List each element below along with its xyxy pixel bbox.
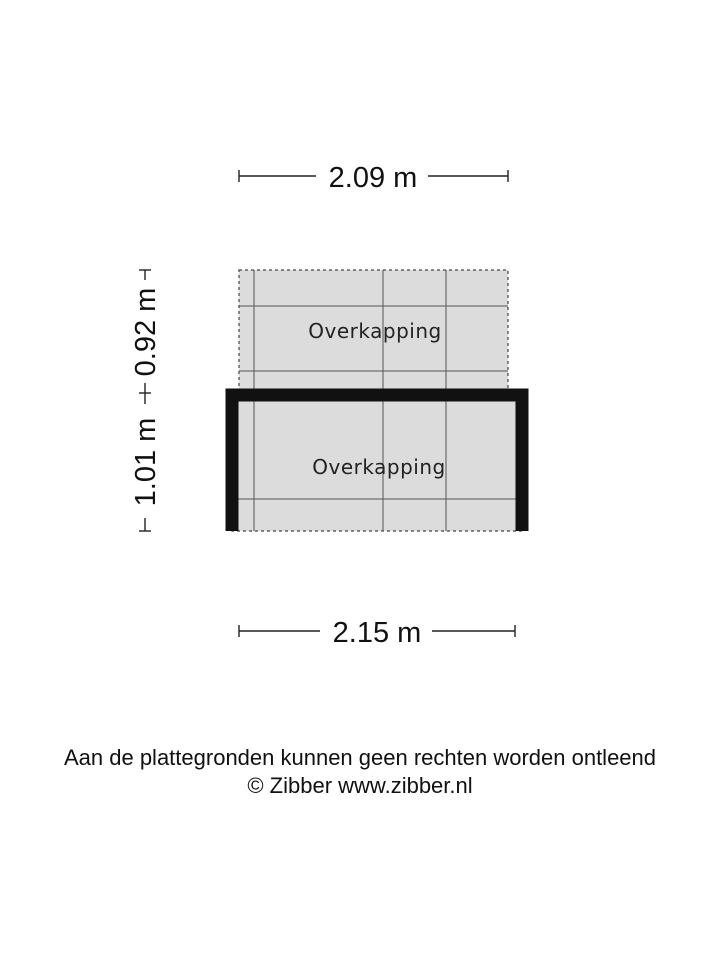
room-upper-label: Overkapping	[308, 319, 442, 343]
room-lower-label: Overkapping	[312, 455, 446, 479]
dimension-left-upper-label: 0.92 m	[130, 287, 162, 377]
disclaimer-text: Aan de plattegronden kunnen geen rechten worden ontleend	[63, 745, 657, 770]
dimension-left-lower-label: 1.01 m	[130, 417, 162, 507]
copyright-text: © Zibber www.zibber.nl	[247, 773, 473, 798]
dimension-top-label: 2.09 m	[328, 162, 418, 194]
dimension-bottom-label: 2.15 m	[332, 617, 422, 649]
